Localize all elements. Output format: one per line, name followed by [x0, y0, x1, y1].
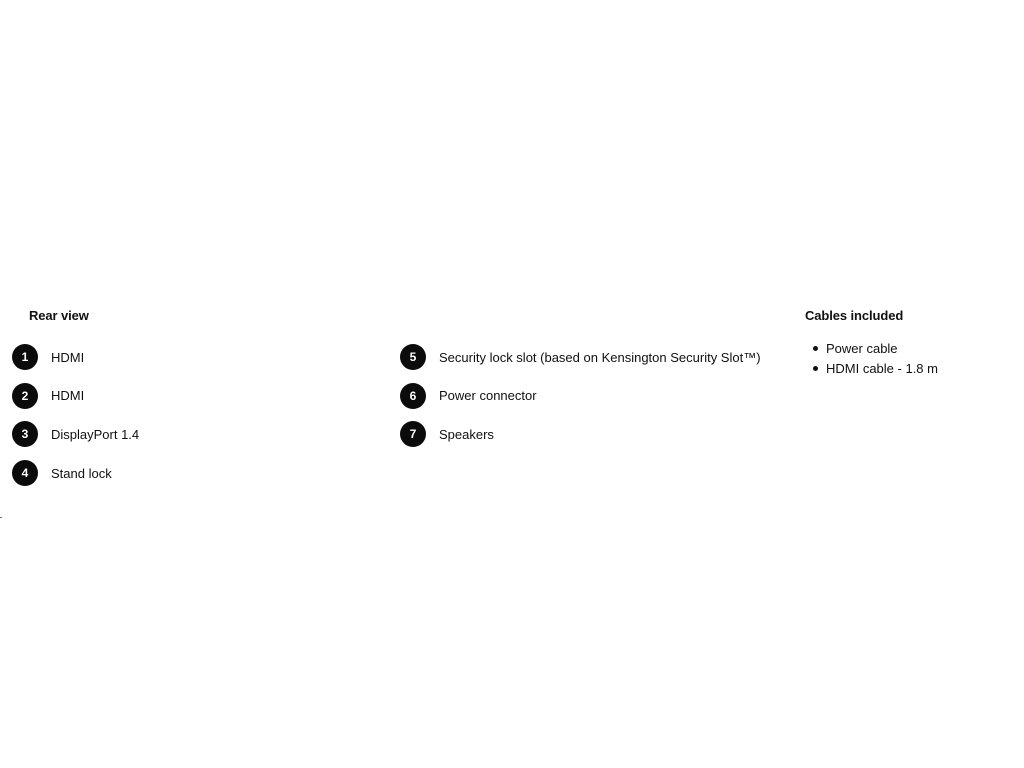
port-number-badge: 3 — [12, 421, 38, 447]
port-number-badge: 7 — [400, 421, 426, 447]
port-number-badge: 4 — [12, 460, 38, 486]
port-number-badge: 2 — [12, 383, 38, 409]
cable-label: Power cable — [826, 341, 898, 357]
bullet-icon — [813, 346, 818, 351]
rear-view-ports-right — [400, 344, 761, 460]
list-item — [813, 359, 938, 379]
divider-dot — [0, 517, 2, 518]
port-label: HDMI — [51, 349, 85, 365]
port-item-7 — [400, 421, 761, 447]
port-number-badge: 6 — [400, 383, 426, 409]
port-number-badge: 5 — [400, 344, 426, 370]
port-label: Power connector — [439, 388, 537, 404]
port-label: Speakers — [439, 426, 494, 442]
port-item-5 — [400, 344, 761, 370]
cables-included-title: Cables included — [805, 308, 904, 323]
port-item-3 — [12, 421, 139, 447]
rear-view-ports-left — [12, 344, 139, 499]
bullet-icon — [813, 366, 818, 371]
cables-included-list — [813, 339, 938, 378]
list-item — [813, 339, 938, 359]
port-number-badge: 1 — [12, 344, 38, 370]
rear-view-title: Rear view — [29, 308, 89, 323]
port-label: Stand lock — [51, 465, 112, 481]
cable-label: HDMI cable - 1.8 m — [826, 360, 938, 376]
port-label: HDMI — [51, 388, 85, 404]
port-item-6 — [400, 383, 761, 409]
port-item-4 — [12, 460, 139, 486]
port-item-1 — [12, 344, 139, 370]
port-label: DisplayPort 1.4 — [51, 426, 140, 442]
port-label: Security lock slot (based on Kensington Security Slot™) — [439, 349, 761, 365]
port-item-2 — [12, 383, 139, 409]
